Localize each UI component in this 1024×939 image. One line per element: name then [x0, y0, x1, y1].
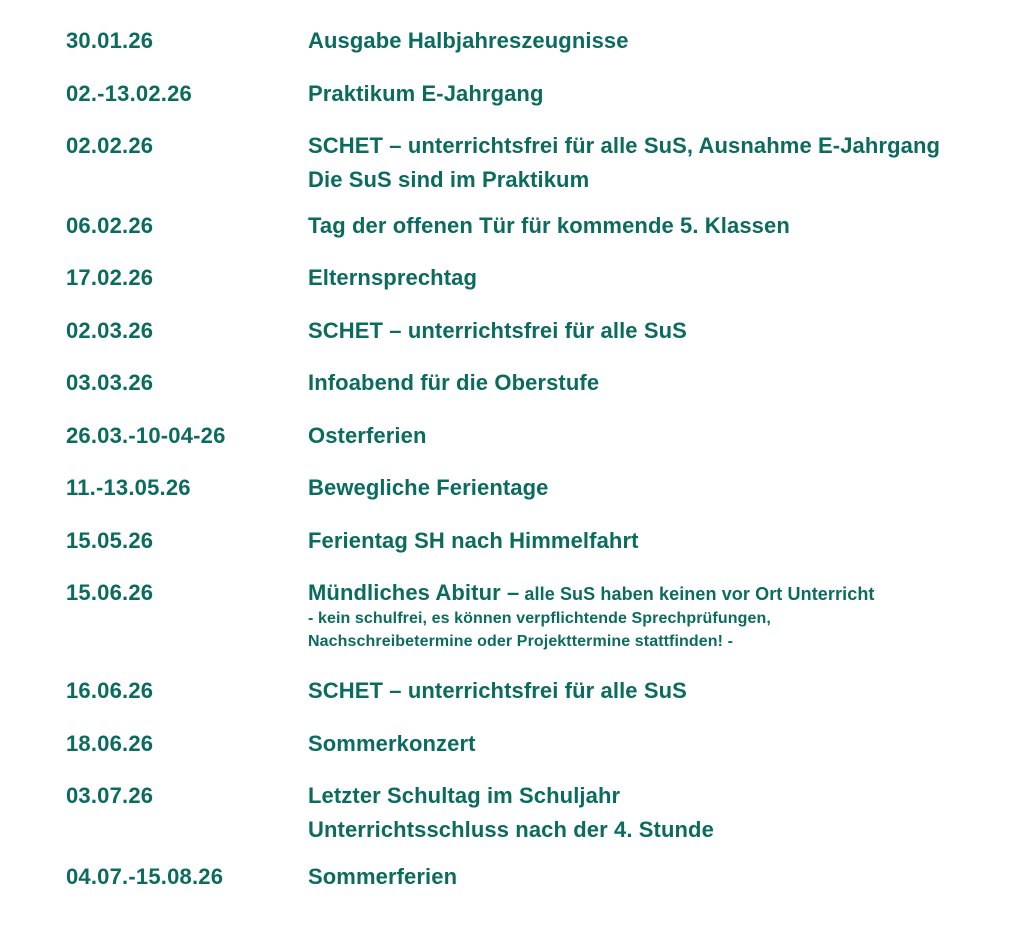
event-line: SCHET – unterrichtsfrei für alle SuS, Ausnahme E-Jahrgang [308, 133, 941, 158]
event-date: 26.03.-10-04-26 [66, 423, 226, 448]
event-date: 18.06.26 [66, 731, 154, 756]
event-description [308, 727, 476, 761]
event-line: Ausgabe Halbjahreszeugnisse [308, 28, 629, 53]
event-line: Sommerferien [308, 864, 458, 889]
event-line: Unterrichtsschluss nach der 4. Stunde [308, 817, 714, 842]
event-line: Ferientag SH nach Himmelfahrt [308, 528, 639, 553]
event-line: Bewegliche Ferientage [308, 475, 549, 500]
event-date: 06.02.26 [66, 213, 154, 238]
event-description [308, 24, 629, 58]
event-date: 02.-13.02.26 [66, 81, 192, 106]
event-line: Elternsprechtag [308, 265, 477, 290]
event-description [308, 209, 790, 243]
event-description [308, 366, 599, 400]
event-description [308, 524, 639, 558]
event-date: 02.03.26 [66, 318, 154, 343]
event-description [308, 314, 687, 348]
event-date: 30.01.26 [66, 28, 154, 53]
event-line: Tag der offenen Tür für kommende 5. Klassen [308, 213, 790, 238]
event-date: 03.03.26 [66, 370, 154, 395]
event-description [308, 419, 426, 453]
event-title-line [308, 576, 875, 611]
event-description [308, 77, 544, 111]
event-date: 11.-13.05.26 [66, 475, 191, 500]
event-line: Letzter Schultag im Schuljahr [308, 783, 621, 808]
event-date: 15.06.26 [66, 580, 154, 605]
event-line: Osterferien [308, 423, 427, 448]
event-description [308, 779, 714, 847]
event-line: Infoabend für die Oberstufe [308, 370, 600, 395]
event-date: 16.06.26 [66, 678, 154, 703]
event-title-suffix: alle SuS haben keinen vor Ort Unterricht [519, 584, 875, 604]
event-line: SCHET – unterrichtsfrei für alle SuS [308, 318, 687, 343]
event-description [308, 471, 549, 505]
event-line: SCHET – unterrichtsfrei für alle SuS [308, 678, 687, 703]
event-date: 03.07.26 [66, 783, 154, 808]
event-description [308, 129, 940, 197]
event-date: 02.02.26 [66, 133, 154, 158]
event-description [308, 576, 875, 653]
event-description [308, 860, 457, 894]
event-line: Sommerkonzert [308, 731, 476, 756]
event-description [308, 674, 687, 708]
event-note: - kein schulfrei, es können verpflichtende Sprechprüfungen, [308, 610, 771, 627]
event-description [308, 261, 477, 295]
event-title: Mündliches Abitur – [308, 580, 520, 605]
event-date: 15.05.26 [66, 528, 154, 553]
event-line: Die SuS sind im Praktikum [308, 167, 590, 192]
event-date: 04.07.-15.08.26 [66, 864, 224, 889]
event-note: Nachschreibetermine oder Projekttermine stattfinden! - [308, 633, 734, 650]
event-line: Praktikum E-Jahrgang [308, 81, 544, 106]
event-date: 17.02.26 [66, 265, 154, 290]
